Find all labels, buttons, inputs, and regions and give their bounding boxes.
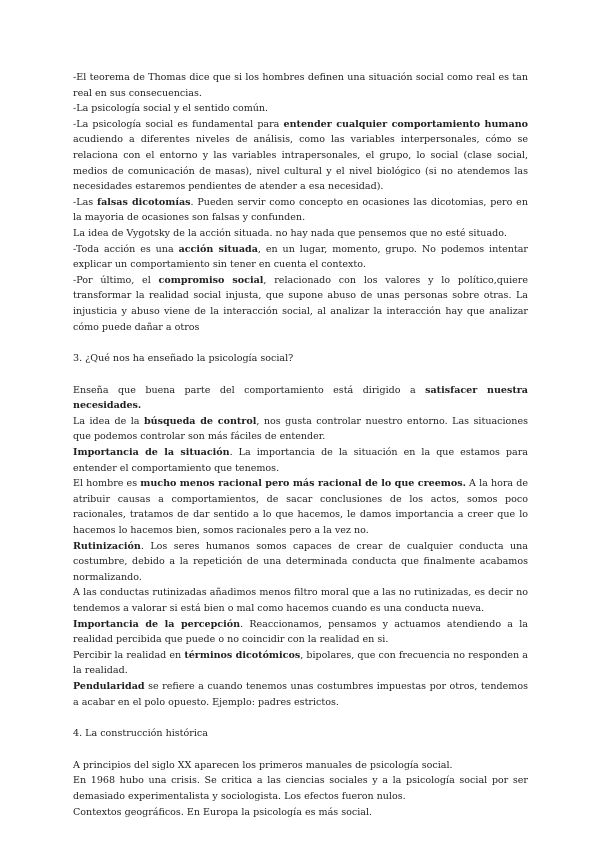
text-run: A principios del siglo XX aparecen los primeros manuales de psicología social. bbox=[73, 759, 453, 771]
paragraph-ensena bbox=[73, 383, 528, 414]
bold-term: términos dicotómicos bbox=[184, 649, 301, 661]
text-run: . Reaccionamos, pensamos y actuamos atendiendo a la realidad percibida que puede o no coincidir con la realidad en si. bbox=[73, 618, 528, 646]
paragraph-compromiso bbox=[73, 273, 528, 335]
text-run: , relacionado con los valores y lo político,quiere transformar la realidad social injusta, que supone abuso de unas personas sobre otras. La injusticia y abuso viene de la interacción social, al analizar la interacción hay que analizar cómo puede dañar a otros bbox=[73, 274, 528, 333]
paragraph-sentido-comun bbox=[73, 101, 528, 117]
text-run: . Pueden servir como concepto en ocasiones las dicotomias, pero en la mayoria de ocasiones son falsas y confunden. bbox=[73, 196, 528, 224]
section-4-body bbox=[73, 758, 528, 820]
bold-term: acción situada bbox=[178, 243, 258, 255]
paragraph-siglo-xx bbox=[73, 758, 528, 774]
text-run: El hombre es bbox=[73, 478, 141, 490]
bold-term: Pendularidad bbox=[73, 680, 145, 692]
paragraph-situacion bbox=[73, 445, 528, 476]
bold-term: Importancia de la percepción bbox=[73, 618, 241, 630]
paragraph-fundamental bbox=[73, 117, 528, 195]
text-run: . La importancia de la situación en la que estamos para entender el comportamiento que tenemos. bbox=[73, 447, 528, 474]
paragraph-control bbox=[73, 414, 528, 445]
paragraph-rutinizadas bbox=[73, 585, 528, 616]
paragraph-accion-situada bbox=[73, 242, 528, 273]
text-run: , nos gusta controlar nuestro entorno. Las situaciones que podemos controlar son más fáciles de entender. bbox=[73, 415, 529, 443]
text-run: La idea de la bbox=[73, 415, 144, 427]
section-4-heading: 4. La construcción histórica bbox=[73, 728, 208, 740]
paragraph-contextos bbox=[73, 805, 528, 821]
bold-term: satisfacer nuestra necesidades. bbox=[73, 384, 528, 412]
text-run: La idea de Vygotsky de la acción situada. no hay nada que pensemos que no esté situado. bbox=[73, 227, 507, 239]
paragraph-dicotomias bbox=[73, 195, 528, 226]
bold-term: mucho menos racional pero más racional de lo que creemos. bbox=[140, 478, 466, 490]
bold-term: búsqueda de control bbox=[143, 415, 257, 427]
section-3-body bbox=[73, 383, 528, 710]
intro-notes bbox=[73, 70, 528, 335]
text-run: acudiendo a diferentes niveles de análisis, como las variables interpersonales, cómo se relaciona con el entorno y las variables intrapersonales, el grupo, lo social (clase social, medios de comunicación de masas), nivel cultural y el nivel biológico (si no atendemos las necesidades estaremos pendientes de atender a esa necesidad). bbox=[73, 134, 528, 193]
text-run: A la hora de atribuir causas a comportamientos, de sacar conclusiones de los actos, somos poco racionales, tratamos de dar sentido a lo que hacemos, le damos importancia a creer que lo hacemos lo hacemos bien, somos racionales pero a la vez no. bbox=[73, 478, 528, 537]
text-run: Contextos geográficos. En Europa la psicología es más social. bbox=[73, 806, 373, 818]
bold-term: Importancia de la situación bbox=[73, 447, 230, 459]
text-run: En 1968 hubo una crisis. Se critica a las ciencias sociales y a la psicología social por ser demasiado experimentalista y sociologista. Los efectos fueron nulos. bbox=[73, 775, 528, 802]
text-run: -La psicología social es fundamental para bbox=[73, 118, 284, 130]
text-run: , bipolares, que con frecuencia no responden a la realidad. bbox=[73, 649, 528, 677]
paragraph-thomas bbox=[73, 70, 528, 101]
text-run: -Toda acción es una bbox=[73, 243, 179, 255]
text-run: -Las bbox=[73, 196, 97, 208]
paragraph-pendularidad bbox=[73, 679, 528, 710]
text-run: A las conductas rutinizadas añadimos menos filtro moral que a las no rutinizadas, es decir no tendemos a valorar si está bien o mal como hacemos cuando es una conducta nueva. bbox=[73, 587, 528, 614]
text-run: -La psicología social y el sentido común. bbox=[73, 103, 269, 115]
paragraph-percepcion bbox=[73, 617, 528, 648]
text-run: se refiere a cuando tenemos unas costumbres impuestas por otros, tendemos a acabar en el polo opuesto. Ejemplo: padres estrictos. bbox=[73, 680, 528, 708]
paragraph-racional bbox=[73, 476, 528, 538]
section-3-heading: 3. ¿Qué nos ha enseñado la psicología social? bbox=[73, 353, 294, 365]
bold-term: falsas dicotomías bbox=[96, 196, 191, 208]
text-run: -Por último, el bbox=[73, 274, 159, 286]
bold-term: compromiso social bbox=[158, 274, 264, 286]
paragraph-crisis-1968 bbox=[73, 773, 528, 804]
text-run: Percibir la realidad en bbox=[73, 649, 185, 661]
bold-term: Rutinización bbox=[73, 540, 141, 552]
paragraph-rutinizacion bbox=[73, 539, 528, 586]
paragraph-dicotomicos bbox=[73, 648, 528, 679]
text-run: . Los seres humanos somos capaces de crear de cualquier conducta una costumbre, debido a la repetición de una determinada conducta que finalmente acabamos normalizando. bbox=[73, 540, 528, 583]
text-run: , en un lugar, momento, grupo. No podemos intentar explicar un comportamiento sin tener en cuenta el contexto. bbox=[73, 243, 528, 271]
text-run: Enseña que buena parte del comportamiento está dirigido a bbox=[73, 384, 426, 396]
bold-term: entender cualquier comportamiento humano bbox=[283, 118, 528, 130]
paragraph-vygotsky bbox=[73, 226, 528, 242]
text-run: -El teorema de Thomas dice que si los hombres definen una situación social como real es tan real en sus consecuencias. bbox=[73, 72, 528, 99]
